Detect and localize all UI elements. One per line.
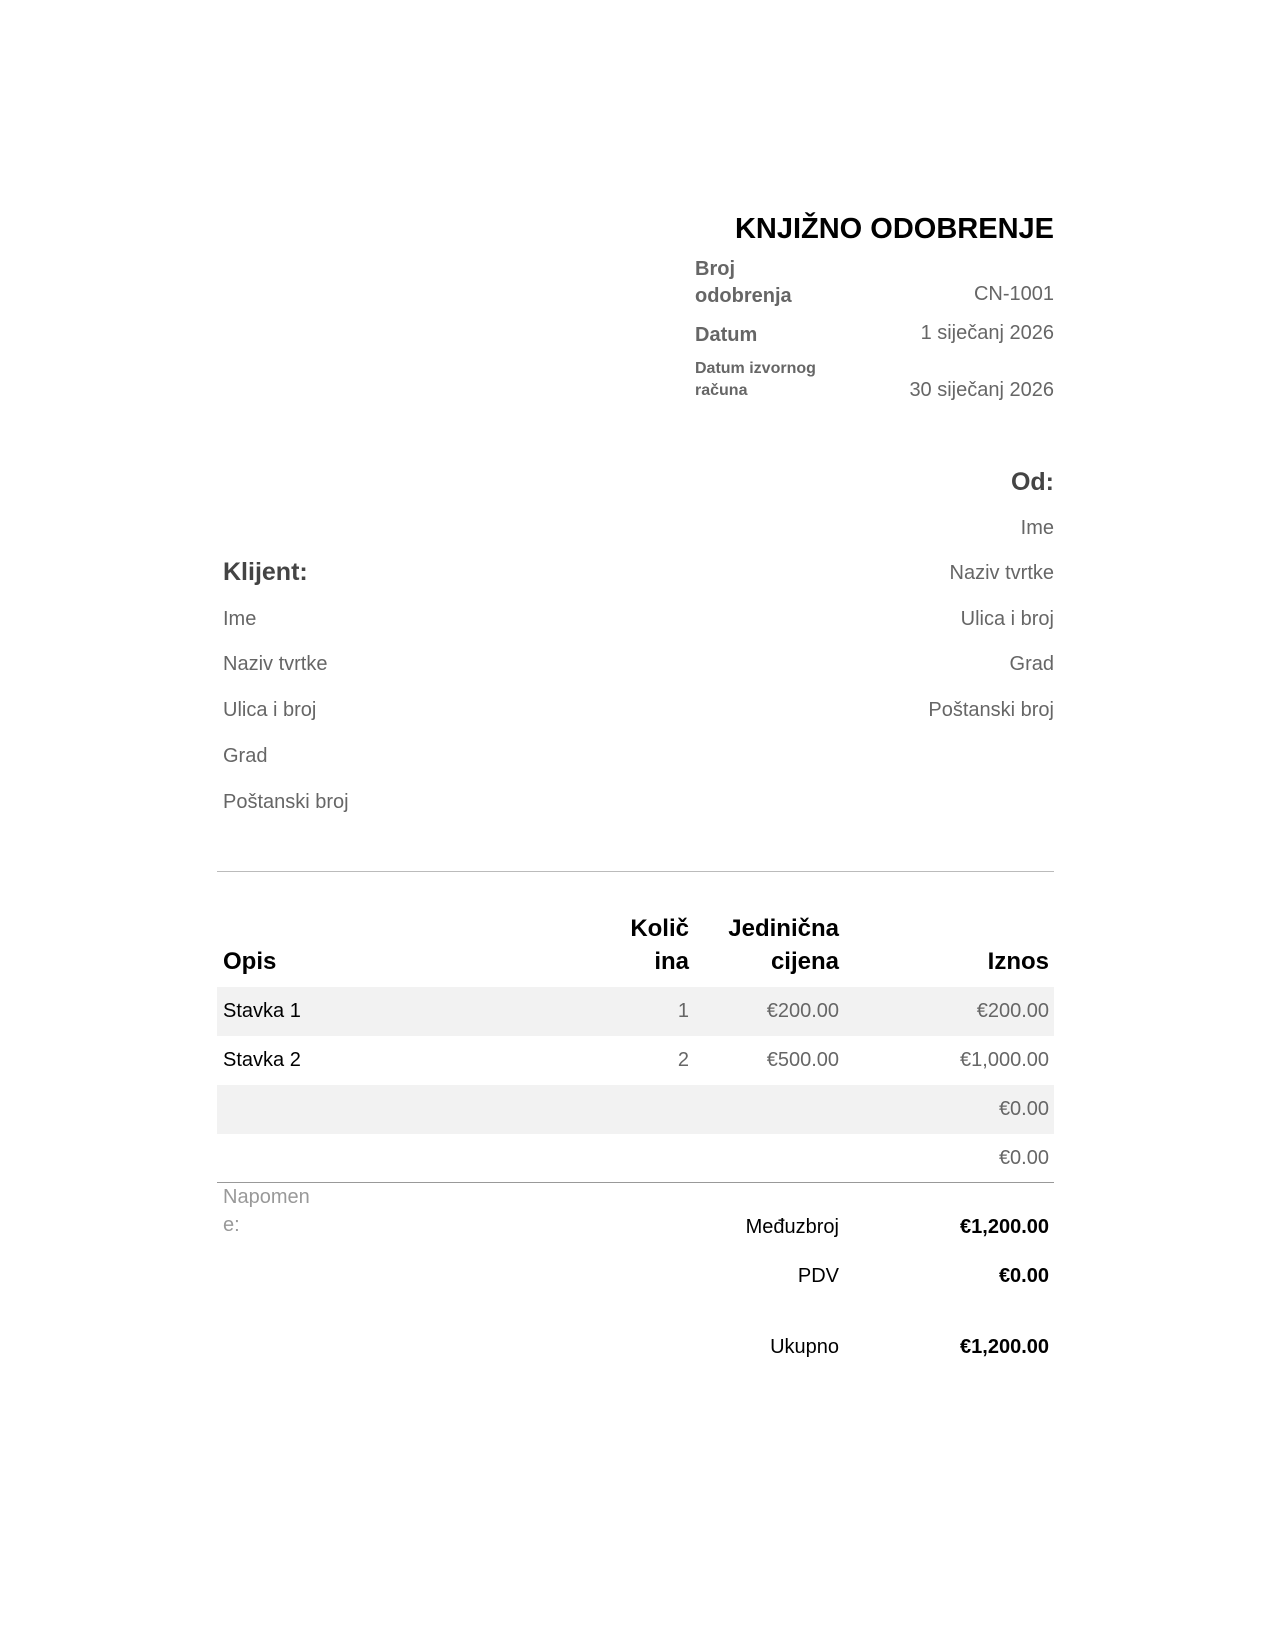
credit-number-label: Broj odobrenja xyxy=(695,258,792,307)
sender-city: Grad xyxy=(1009,653,1054,675)
total-label: Ukupno xyxy=(770,1336,839,1358)
table-row xyxy=(217,1085,1054,1134)
col-header-amount: Iznos xyxy=(987,948,1049,975)
col-header-quantity: Količina xyxy=(630,915,689,975)
row-amount: €0.00 xyxy=(998,1098,1049,1120)
vat-label: PDV xyxy=(797,1265,839,1287)
row-unit-price: €500.00 xyxy=(766,1049,839,1071)
client-name: Ime xyxy=(223,608,257,630)
credit-number-value: CN-1001 xyxy=(973,283,1054,305)
client-postal: Poštanski broj xyxy=(223,791,349,813)
row-quantity: 1 xyxy=(677,1000,689,1022)
row-amount: €0.00 xyxy=(998,1147,1049,1169)
sender-company: Naziv tvrtke xyxy=(949,562,1054,584)
row-unit-price: €200.00 xyxy=(766,1000,839,1022)
notes-label: Napomene: xyxy=(223,1186,310,1236)
sender-street: Ulica i broj xyxy=(960,608,1054,630)
subtotal-label: Međuzbroj xyxy=(745,1216,839,1238)
row-description: Stavka 2 xyxy=(223,1049,301,1071)
date-label: Datum xyxy=(695,324,758,346)
row-description: Stavka 1 xyxy=(223,1000,301,1022)
date-value: 1 siječanj 2026 xyxy=(920,322,1054,344)
row-amount: €1,000.00 xyxy=(960,1049,1049,1071)
table-row xyxy=(217,1134,1054,1183)
total-value: €1,200.00 xyxy=(960,1336,1049,1358)
table-row xyxy=(217,987,1054,1036)
vat-value: €0.00 xyxy=(998,1265,1049,1287)
client-street: Ulica i broj xyxy=(223,699,317,721)
sender-heading: Od: xyxy=(1010,468,1054,496)
client-city: Grad xyxy=(223,745,268,767)
table-divider xyxy=(217,1182,1054,1183)
sender-postal: Poštanski broj xyxy=(928,699,1054,721)
row-amount: €200.00 xyxy=(976,1000,1049,1022)
sender-name: Ime xyxy=(1020,517,1054,539)
subtotal-value: €1,200.00 xyxy=(960,1216,1049,1238)
table-row xyxy=(217,1036,1054,1085)
original-invoice-date-label: Datum izvornog računa xyxy=(695,360,816,399)
document-title: KNJIŽNO ODOBRENJE xyxy=(734,213,1054,245)
col-header-unit-price: Jedinična cijena xyxy=(728,915,839,975)
original-invoice-date-value: 30 siječanj 2026 xyxy=(909,379,1054,401)
row-quantity: 2 xyxy=(677,1049,689,1071)
credit-note-page xyxy=(217,0,1054,1650)
client-company: Naziv tvrtke xyxy=(223,653,328,675)
col-header-description: Opis xyxy=(223,948,277,975)
client-heading: Klijent: xyxy=(223,558,308,586)
section-divider xyxy=(217,871,1054,872)
